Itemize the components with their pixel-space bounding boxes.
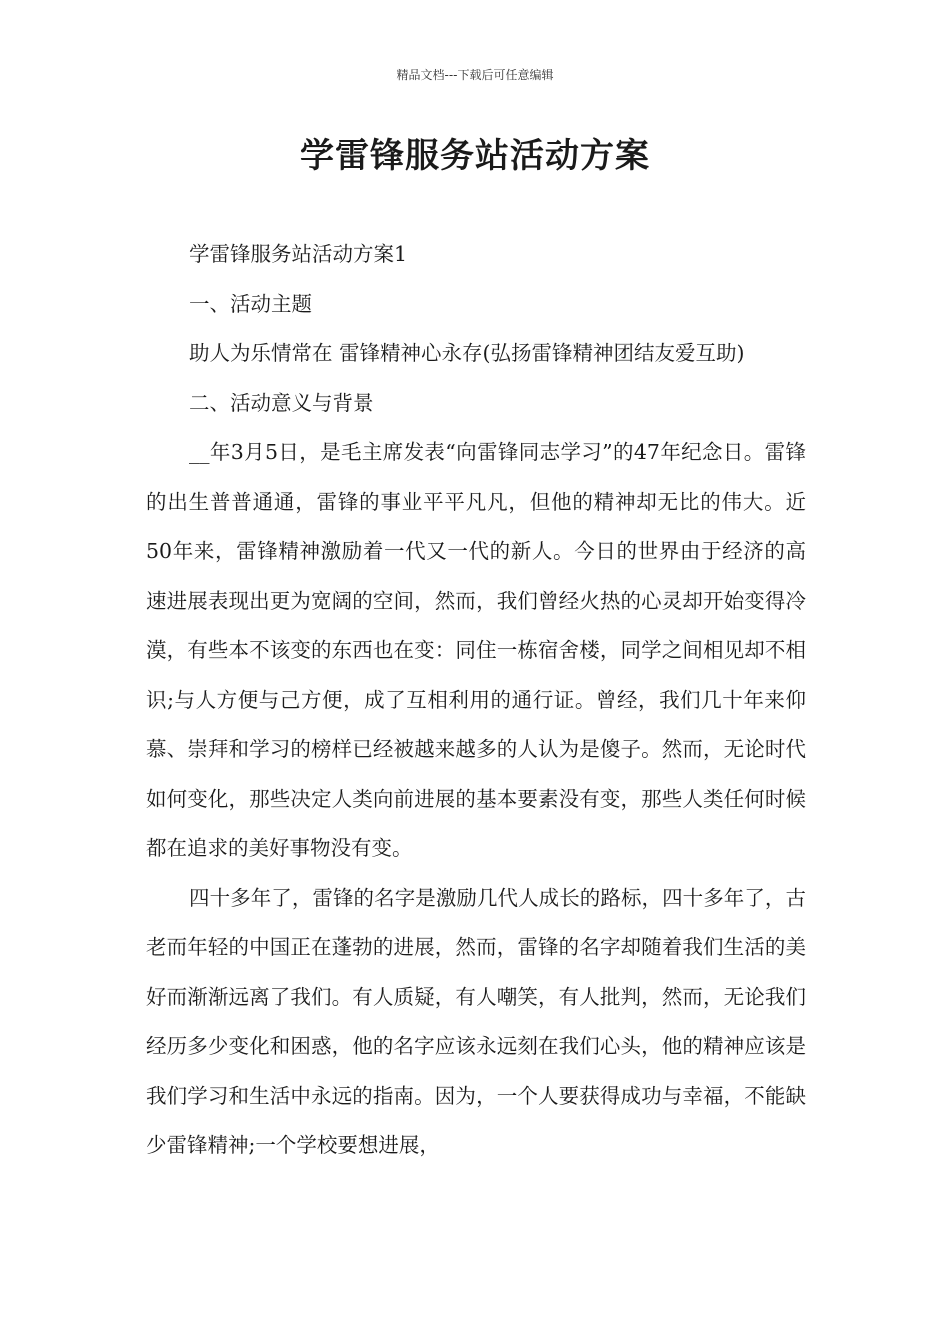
paragraph: 四十多年了，雷锋的名字是激励几代人成长的路标，四十多年了，古老而年轻的中国正在蓬勃的进展，然而，雷锋的名字却随着我们生活的美好而渐渐远离了我们。有人质疑，有人嘲笑，有人批判，然而，无论我们经历多少变化和困惑，他的名字应该永远刻在我们心头，他的精神应该是我们学习和生活中永远的指南。因为，一个人要获得成功与幸福，不能缺少雷锋精神;一个学校要想进展，: [146, 885, 806, 1157]
paragraph: __年3月5日，是毛主席发表“向雷锋同志学习”的47年纪念日。雷锋的出生普普通通，雷锋的事业平平凡凡，但他的精神却无比的伟大。近50年来，雷锋精神激励着一代又一代的新人。今日的世界由于经济的高速进展表现出更为宽阔的空间，然而，我们曾经火热的心灵却开始变得冷漠，有些本不该变的东西也在变：同住一栋宿舍楼，同学之间相见却不相识;与人方便与己方便，成了互相利用的通行证。曾经，我们几十年来仰慕、崇拜和学习的榜样已经被越来越多的人认为是傻子。然而，无论时代如何变化，那些决定人类向前进展的基本要素没有变，那些人类任何时候都在追求的美好事物没有变。: [146, 440, 806, 860]
document-body: [146, 230, 806, 1171]
section-heading: 一、活动主题: [189, 291, 312, 316]
document-title: 学雷锋服务站活动方案: [300, 136, 650, 176]
section-heading: 学雷锋服务站活动方案1: [189, 242, 408, 266]
paragraph: 助人为乐情常在 雷锋精神心永存(弘扬雷锋精神团结友爱互助): [189, 341, 745, 365]
header-note: 精品文档---下载后可任意编辑: [396, 68, 554, 82]
section-heading: 二、活动意义与背景: [189, 390, 374, 415]
